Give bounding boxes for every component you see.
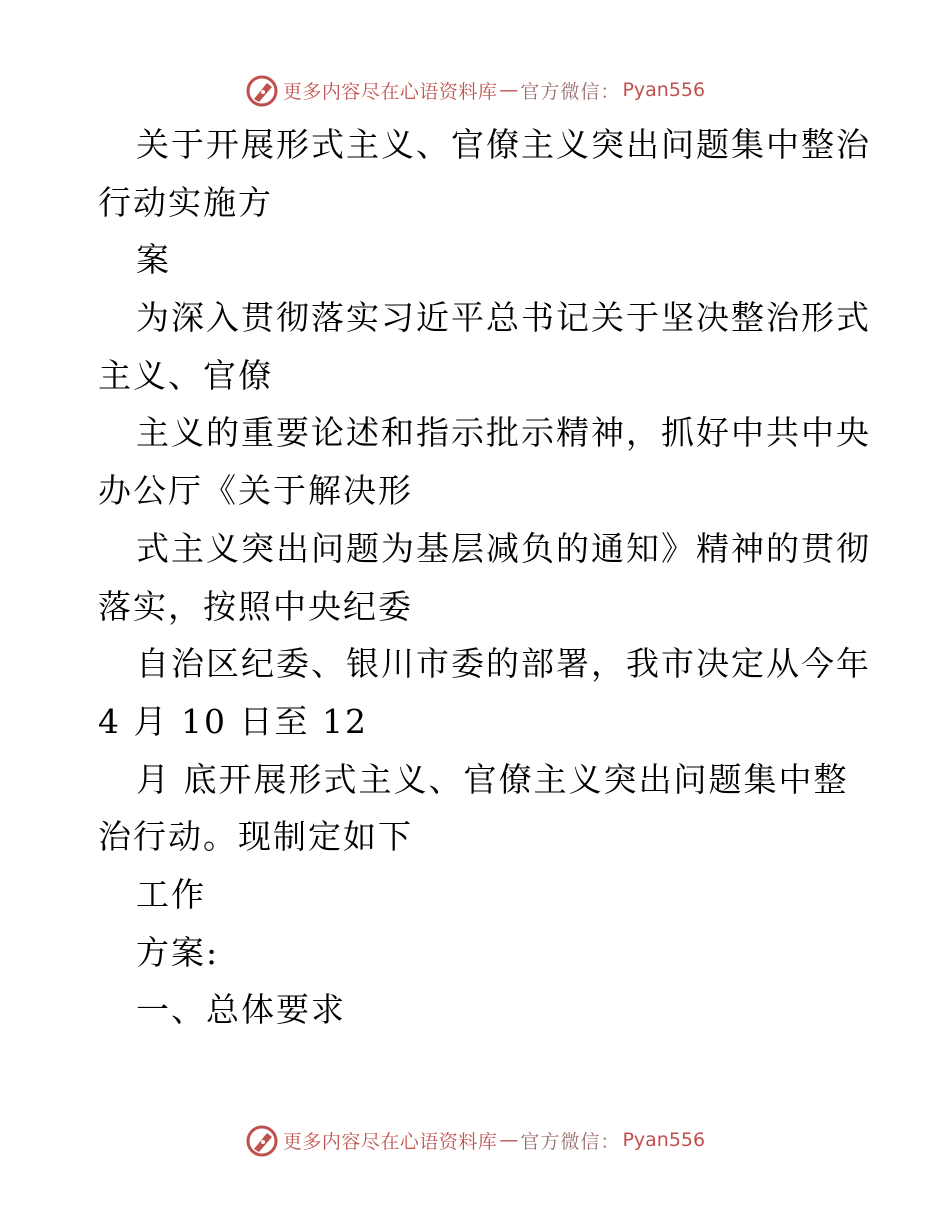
footer-banner bbox=[0, 1120, 950, 1160]
paragraph-line: 月 底开展形式主义、官僚主义突出问题集中整 bbox=[136, 759, 849, 799]
paragraph-line: 主义的重要论述和指示批示精神，抓好中共中央 bbox=[136, 413, 871, 453]
banner-wechat-id: Pyan556 bbox=[622, 1129, 706, 1151]
section-heading: 一、总体要求 bbox=[136, 990, 346, 1030]
paragraph-line: 式主义突出问题为基层减负的通知》精神的贯彻 bbox=[136, 528, 871, 568]
banner-official-label: 官方微信： bbox=[520, 1130, 621, 1153]
banner-text: 更多内容尽在心语资料库 bbox=[282, 1130, 498, 1153]
banner-official-label: 官方微信： bbox=[520, 80, 621, 103]
paragraph-line: 4 月 10 日至 12 bbox=[98, 701, 368, 741]
paragraph-line: 工作 bbox=[136, 874, 206, 914]
document-title-line-1: 关于开展形式主义、官僚主义突出问题集中整治 bbox=[136, 125, 871, 164]
header-banner bbox=[0, 70, 950, 110]
paragraph-line: 自治区纪委、银川市委的部署，我市决定从今年 bbox=[136, 644, 871, 684]
banner-dash: — bbox=[499, 79, 519, 101]
document-title-line-3: 案 bbox=[136, 240, 171, 280]
pen-nib-logo-icon bbox=[245, 73, 279, 107]
banner-wechat-id: Pyan556 bbox=[622, 79, 706, 101]
paragraph-line: 为深入贯彻落实习近平总书记关于坚决整治形式 bbox=[136, 298, 871, 338]
paragraph-line: 办公厅《关于解决形 bbox=[98, 471, 413, 511]
document-body bbox=[98, 116, 871, 1039]
paragraph-line: 落实，按照中央纪委 bbox=[98, 586, 413, 626]
document-title-line-2: 行动实施方 bbox=[98, 182, 273, 222]
paragraph-line: 治行动。现制定如下 bbox=[98, 817, 413, 857]
banner-text: 更多内容尽在心语资料库 bbox=[282, 80, 498, 103]
paragraph-line: 主义、官僚 bbox=[98, 355, 273, 395]
banner-dash: — bbox=[499, 1129, 519, 1151]
pen-nib-logo-icon bbox=[245, 1123, 279, 1157]
paragraph-line: 方案: bbox=[136, 932, 220, 972]
